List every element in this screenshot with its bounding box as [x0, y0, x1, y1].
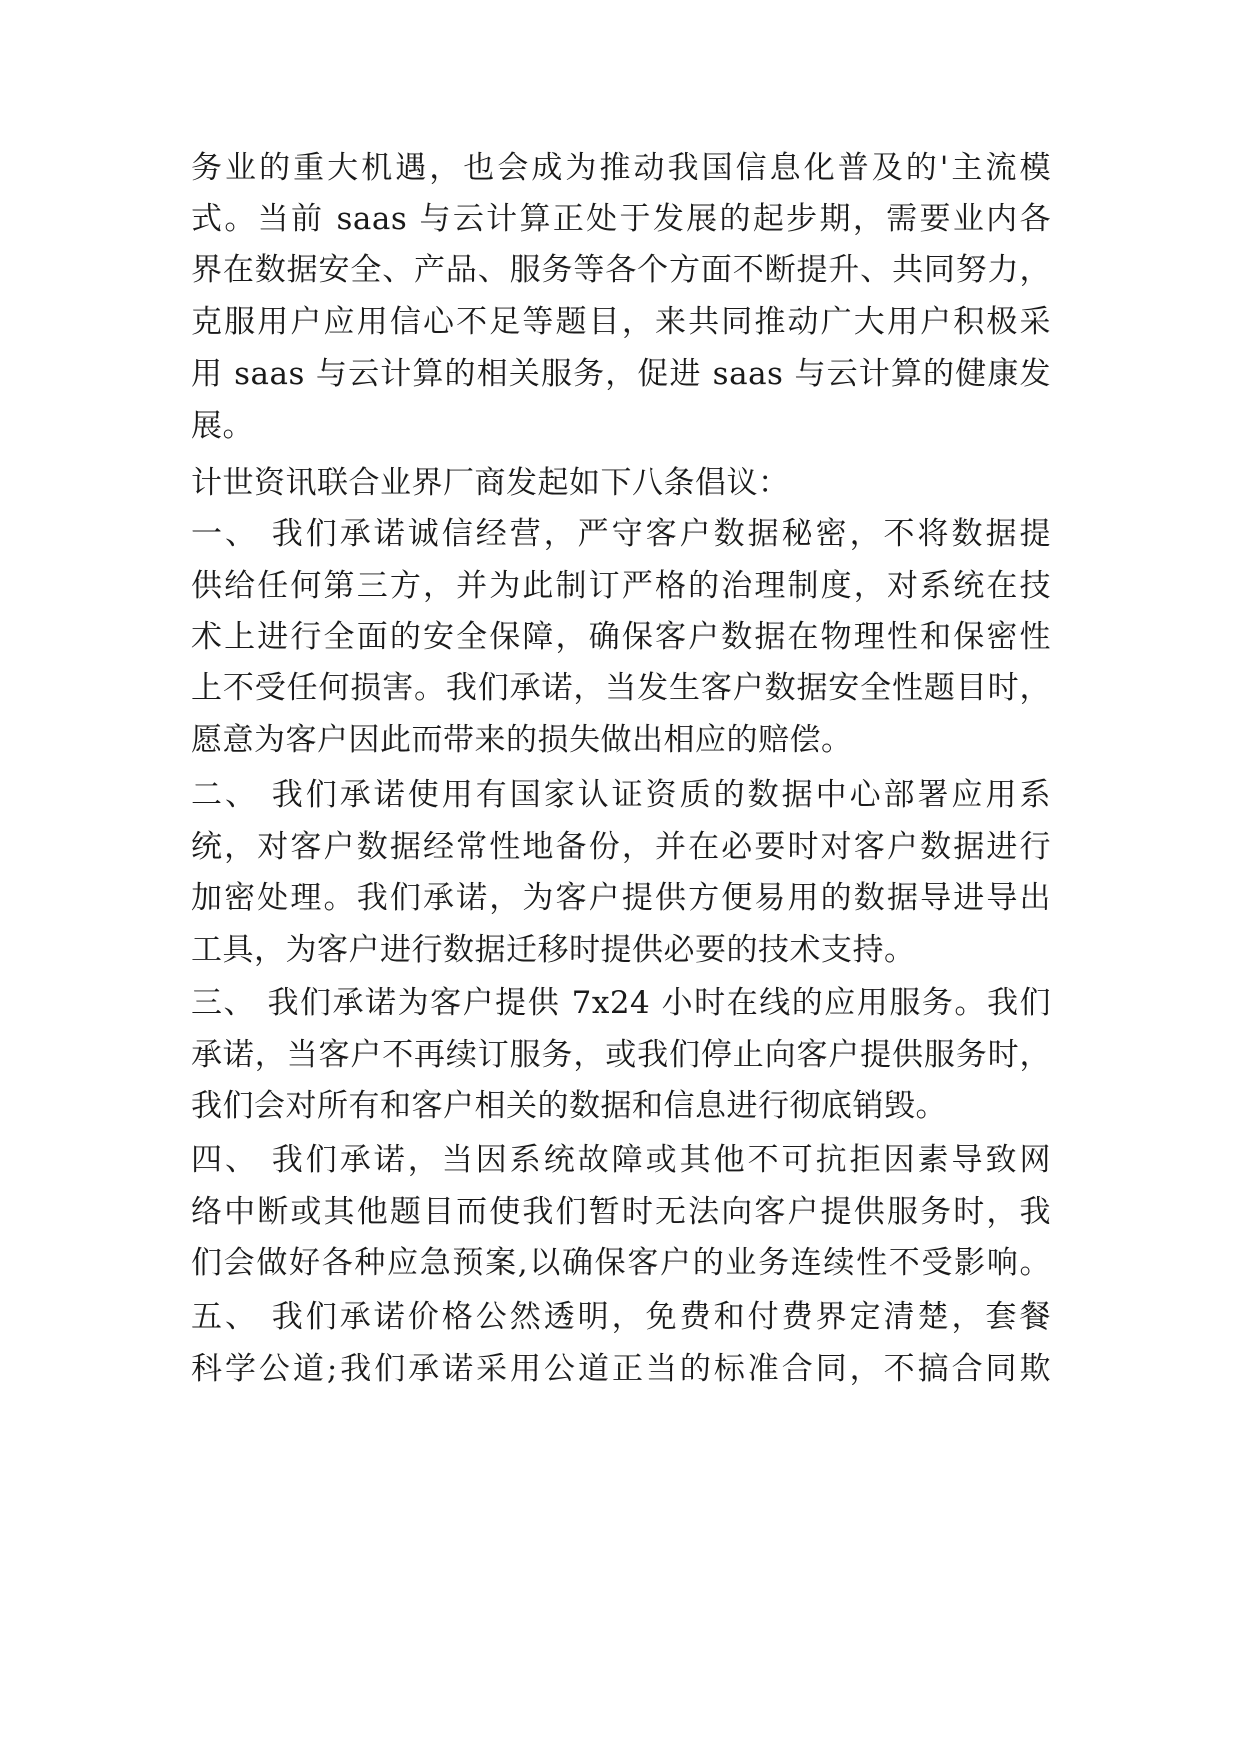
text-line: 科学公道;我们承诺采用公道正当的标准合同，不搞合同欺	[191, 1351, 1051, 1387]
text-line: 术上进行全面的安全保障，确保客户数据在物理性和保密性	[191, 619, 1051, 655]
text-line: 愿意为客户因此而带来的损失做出相应的赔偿。	[191, 722, 853, 758]
text-line: 供给任何第三方，并为此制订严格的治理制度，对系统在技	[191, 568, 1051, 604]
text-line: 计世资讯联合业界厂商发起如下八条倡议：	[191, 465, 790, 501]
text-line: 工具，为客户进行数据迁移时提供必要的技术支持。	[191, 932, 916, 968]
list-item-2-line: 二、 我们承诺使用有国家认证资质的数据中心部署应用系	[191, 777, 1051, 813]
text-line: 式。当前 saas 与云计算正处于发展的起步期，需要业内各	[191, 201, 1051, 237]
list-item-4-line: 四、 我们承诺，当因系统故障或其他不可抗拒因素导致网	[191, 1142, 1051, 1178]
list-item-3-line: 三、 我们承诺为客户提供 7x24 小时在线的应用服务。我们	[191, 985, 1051, 1021]
text-line: 克服用户应用信心不足等题目，来共同推动广大用户积极采	[191, 304, 1051, 340]
text-line: 络中断或其他题目而使我们暂时无法向客户提供服务时，我	[191, 1194, 1051, 1230]
text-line: 上不受任何损害。我们承诺，当发生客户数据安全性题目时，	[191, 670, 1051, 706]
text-line: 加密处理。我们承诺，为客户提供方便易用的数据导进导出	[191, 880, 1051, 916]
text-line: 展。	[191, 408, 254, 444]
text-line: 承诺，当客户不再续订服务，或我们停止向客户提供服务时，	[191, 1037, 1051, 1073]
text-line: 界在数据安全、产品、服务等各个方面不断提升、共同努力，	[191, 252, 1051, 288]
text-line: 统，对客户数据经常性地备份，并在必要时对客户数据进行	[191, 829, 1051, 865]
list-item-5-line: 五、 我们承诺价格公然透明，免费和付费界定清楚，套餐	[191, 1299, 1051, 1335]
text-line: 用 saas 与云计算的相关服务，促进 saas 与云计算的健康发	[191, 356, 1051, 392]
text-line: 我们会对所有和客户相关的数据和信息进行彻底销毁。	[191, 1088, 947, 1124]
text-line: 务业的重大机遇，也会成为推动我国信息化普及的'主流模	[191, 150, 1051, 186]
text-line: 们会做好各种应急预案,以确保客户的业务连续性不受影响。	[191, 1245, 1051, 1281]
list-item-1-line: 一、 我们承诺诚信经营，严守客户数据秘密，不将数据提	[191, 516, 1051, 552]
